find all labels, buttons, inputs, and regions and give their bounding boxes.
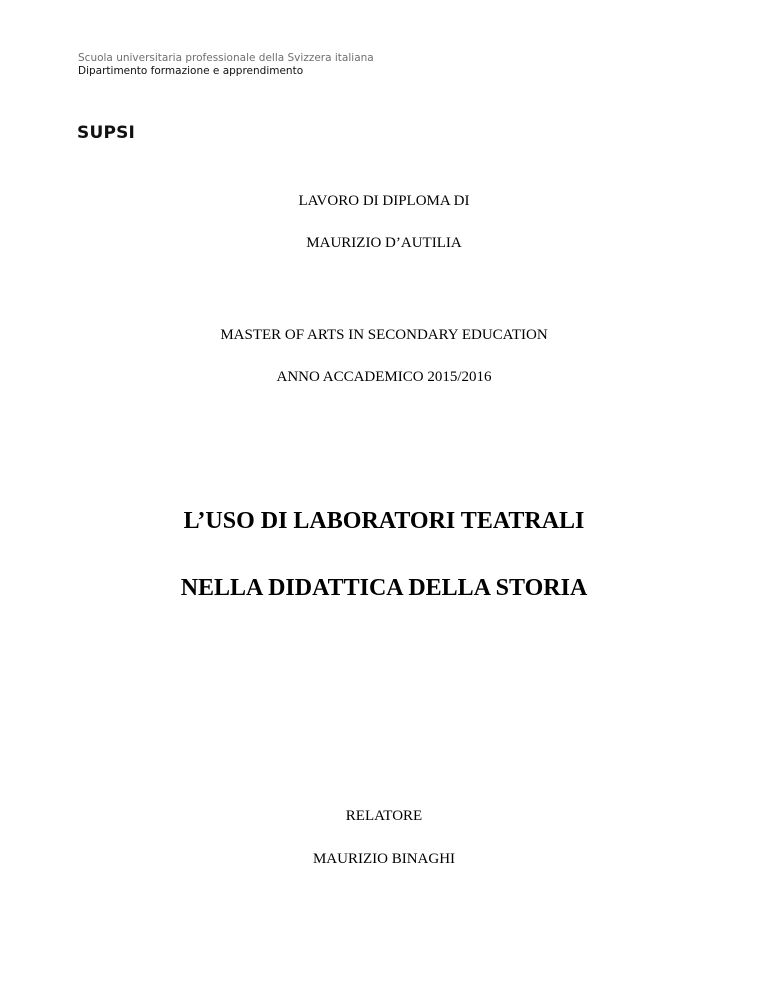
program-name: MASTER OF ARTS IN SECONDARY EDUCATION — [220, 327, 548, 343]
academic-year: ANNO ACCADEMICO 2015/2016 — [276, 369, 492, 385]
author-name: MAURIZIO D’AUTILIA — [306, 235, 462, 251]
work-type: LAVORO DI DIPLOMA DI — [298, 193, 470, 209]
institution-header — [78, 52, 374, 78]
supervisor-label: RELATORE — [345, 808, 423, 824]
supervisor-name: MAURIZIO BINAGHI — [312, 851, 456, 867]
thesis-title-line-2: NELLA DIDATTICA DELLA STORIA — [180, 575, 588, 601]
department-name: Dipartimento formazione e apprendimento — [78, 65, 304, 77]
thesis-title-line-1: L’USO DI LABORATORI TEATRALI — [183, 508, 585, 534]
school-name: Scuola universitaria professionale della Svizzera italiana — [78, 52, 374, 64]
supsi-logo: SUPSI — [77, 123, 136, 143]
